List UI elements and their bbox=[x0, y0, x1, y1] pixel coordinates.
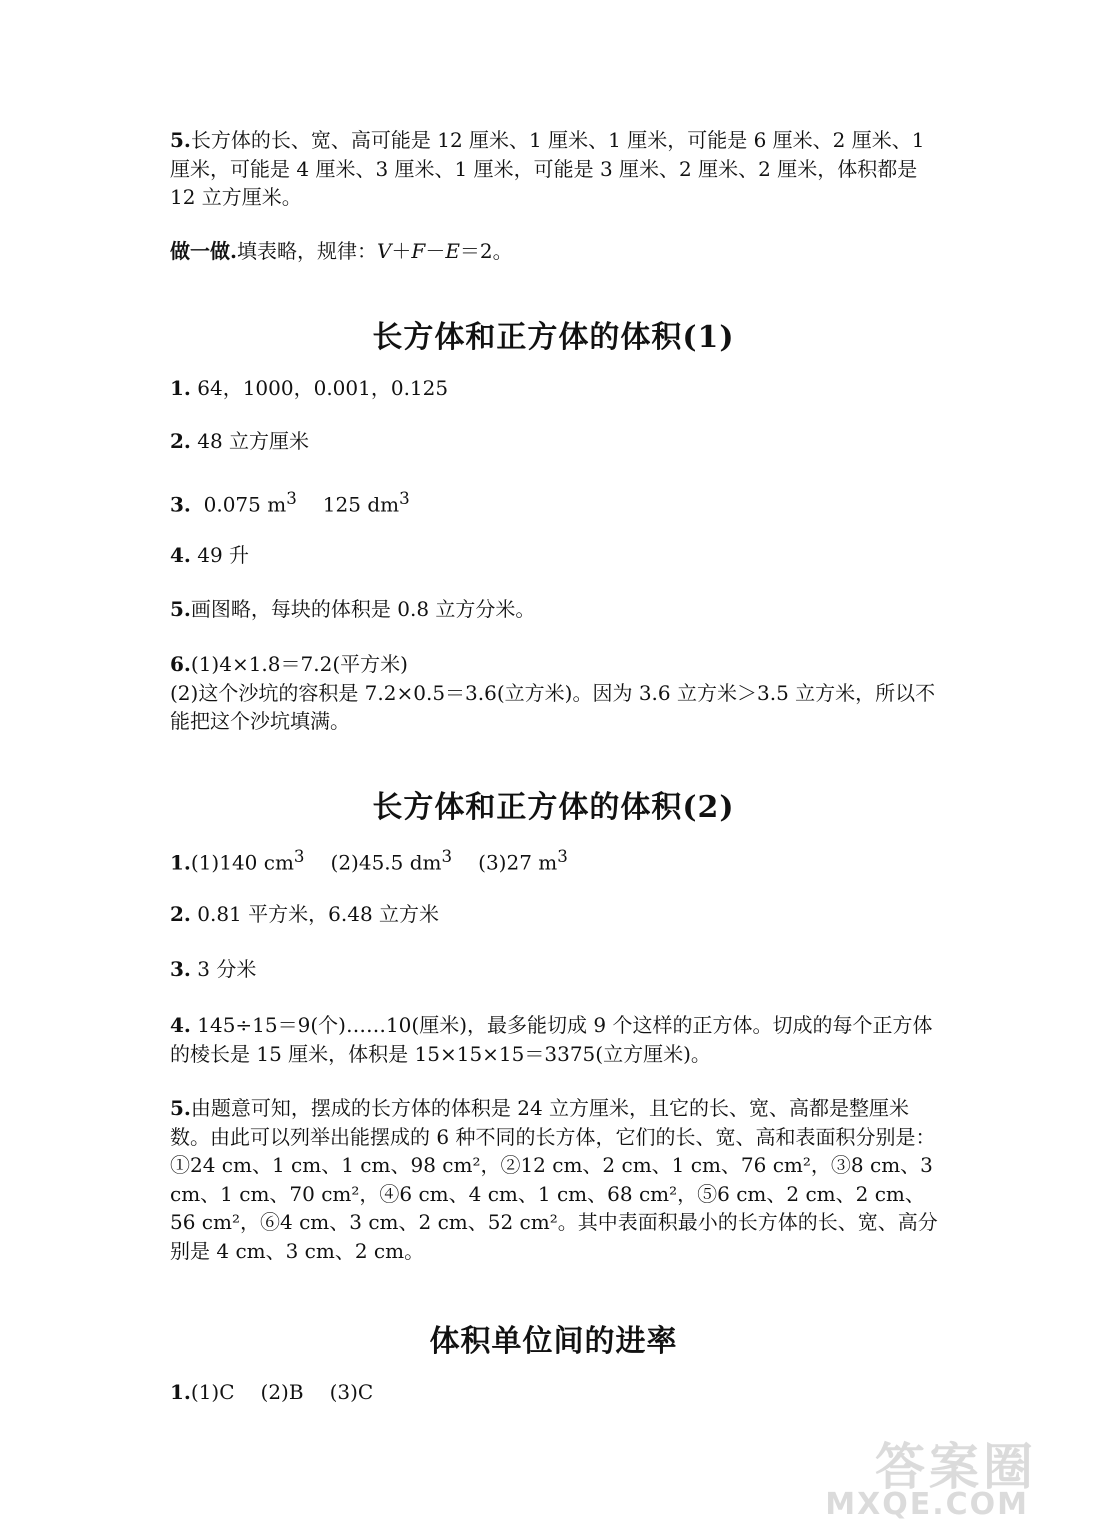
watermark-cn: 答案圈 bbox=[875, 1438, 1037, 1496]
try-it-answer: 做一做.填表略，规律：V＋F－E＝2。 bbox=[170, 239, 513, 263]
section-title-unit-conversion: 体积单位间的进率 bbox=[429, 1324, 678, 1359]
s3-answer-1: 1.(1)C (2)B (3)C bbox=[170, 1380, 374, 1404]
s2-answer-3: 3. 3 分米 bbox=[170, 957, 257, 981]
s2-answer-1: 1.(1)140 $cm^3$ (2)45.5 $dm^3$ (3)27 $m^3$ bbox=[170, 847, 568, 875]
s1-answer-6 bbox=[170, 650, 940, 736]
s2-answer-4: 4. 145÷15＝9(个)……10(厘米)，最多能切成 9 个这样的正方体。切成的每个正方体的棱长是 15 厘米，体积是 15×15×15＝3375(立方厘米)。 bbox=[170, 1013, 933, 1066]
s1-answer-6-part-1: 6.(1)4×1.8＝7.2(平方米) bbox=[170, 652, 408, 676]
section-title-volume-1: 长方体和正方体的体积(1) bbox=[372, 320, 735, 355]
s2-answer-5: 5.由题意可知，摆成的长方体的体积是 24 立方厘米，且它的长、宽、高都是整厘米数。由此可以列举出能摆成的 6 种不同的长方体，它们的长、宽、高和表面积分别是：①24 cm、1 cm、1 cm、98 cm²，②12 cm、2 cm、1 cm、76 cm²，③8 cm、3 cm、1 cm、70 cm²，④6 cm、4 cm、1 cm、68 cm²，⑤6 cm、2 cm、2 cm、56 cm²，⑥4 cm、3 cm、2 cm、52 cm²。其中表面积最小的长方体的长、宽、高分别是 4 cm、3 cm、2 cm。 bbox=[170, 1096, 938, 1263]
s1-answer-5: 5.画图略，每块的体积是 0.8 立方分米。 bbox=[170, 597, 536, 621]
s1-answer-3: 3. 0.075 $m^3$ 125 $dm^3$ bbox=[170, 489, 410, 517]
s1-answer-4: 4. 49 升 bbox=[170, 543, 250, 567]
answer-5-box-dimensions: 5.长方体的长、宽、高可能是 12 厘米、1 厘米、1 厘米，可能是 6 厘米、2 厘米、1 厘米，可能是 4 厘米、3 厘米、1 厘米，可能是 3 厘米、2 厘米、2 厘米，体积都是 12 立方厘米。 bbox=[170, 128, 925, 209]
section-title-volume-2: 长方体和正方体的体积(2) bbox=[372, 790, 735, 825]
s1-answer-1: 1. 64，1000，0.001，0.125 bbox=[170, 376, 449, 400]
watermark-url: MXQE.COM bbox=[825, 1487, 1029, 1522]
s2-answer-2: 2. 0.81 平方米，6.48 立方米 bbox=[170, 902, 440, 926]
s1-answer-6-part-2: (2)这个沙坑的容积是 7.2×0.5＝3.6(立方米)。因为 3.6 立方米＞3.5 立方米，所以不能把这个沙坑填满。 bbox=[170, 680, 936, 733]
watermark-logo bbox=[825, 1427, 1037, 1522]
s1-answer-2: 2. 48 立方厘米 bbox=[170, 429, 310, 453]
